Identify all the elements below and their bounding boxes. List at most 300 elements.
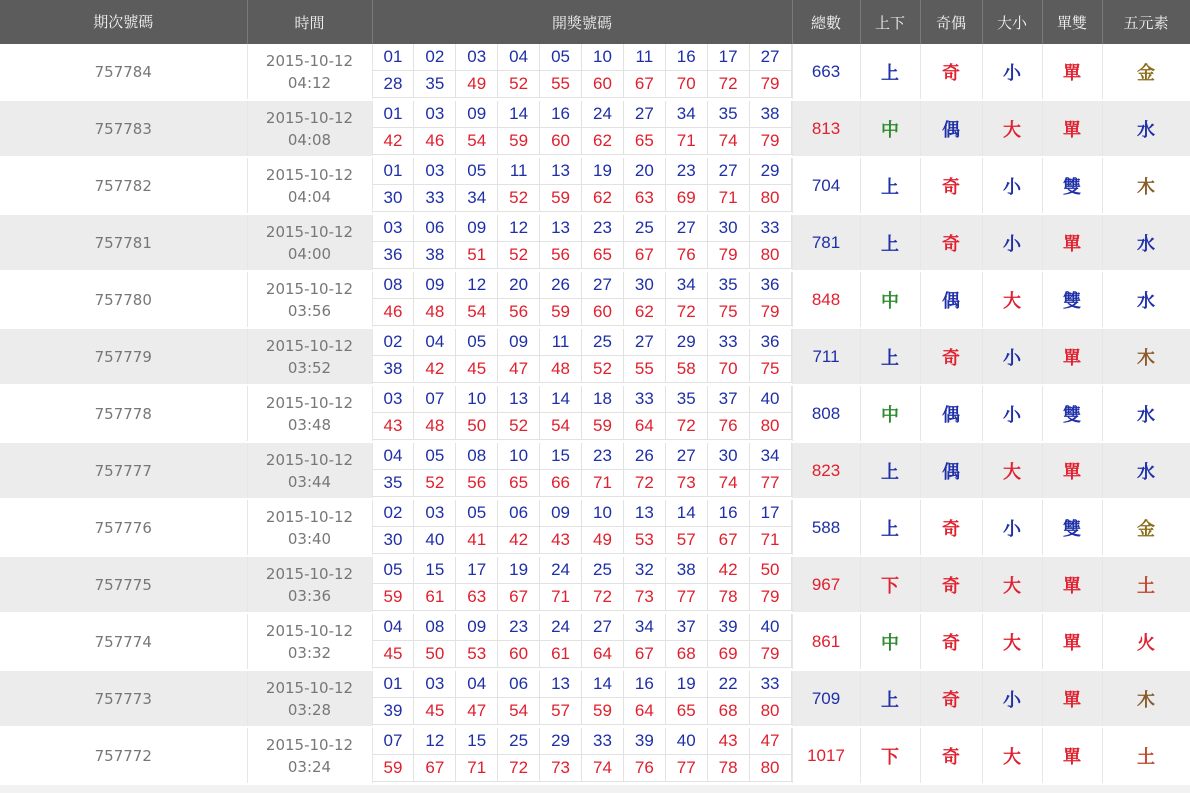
drawn-number: 11 [498, 158, 540, 185]
period-number: 757781 [0, 214, 247, 271]
drawn-number: 34 [456, 185, 498, 212]
drawn-number: 27 [582, 272, 624, 299]
drawn-number: 54 [540, 413, 582, 440]
drawn-number: 63 [624, 185, 666, 212]
oddeven-value: 奇 [920, 670, 982, 727]
drawn-number: 23 [498, 614, 540, 641]
element-value: 木 [1102, 328, 1190, 385]
draw-date: 2015-10-12 [265, 621, 354, 640]
drawn-number: 24 [540, 614, 582, 641]
oddeven-value: 奇 [920, 44, 982, 100]
singledouble-value: 單 [1042, 613, 1102, 670]
drawn-number: 05 [414, 443, 456, 470]
table-row [0, 556, 1190, 613]
drawn-number: 40 [414, 527, 456, 554]
drawn-number: 29 [666, 329, 708, 356]
bigsmall-value: 大 [982, 100, 1042, 157]
drawn-number: 12 [498, 215, 540, 242]
drawn-number: 07 [414, 386, 456, 413]
drawn-number: 27 [708, 158, 750, 185]
draw-clock: 03:56 [287, 301, 332, 320]
drawn-number: 67 [624, 641, 666, 668]
draw-clock: 03:44 [287, 472, 332, 491]
oddeven-value: 偶 [920, 442, 982, 499]
drawn-number: 79 [750, 71, 792, 98]
drawn-number: 79 [750, 128, 792, 155]
drawn-number: 11 [624, 44, 666, 71]
draw-time [247, 44, 372, 100]
drawn-number: 52 [498, 242, 540, 269]
drawn-number: 67 [498, 584, 540, 611]
draw-time [247, 157, 372, 214]
drawn-number: 01 [373, 44, 415, 71]
drawn-number: 47 [498, 356, 540, 383]
table-row [0, 157, 1190, 214]
drawn-number: 69 [708, 641, 750, 668]
drawn-number: 01 [373, 158, 415, 185]
drawn-number: 59 [582, 698, 624, 725]
drawn-number: 33 [582, 728, 624, 755]
draw-time [247, 100, 372, 157]
drawn-number: 38 [373, 356, 415, 383]
drawn-number: 78 [708, 584, 750, 611]
drawn-number: 74 [708, 470, 750, 497]
bigsmall-value: 小 [982, 385, 1042, 442]
drawn-number: 23 [666, 158, 708, 185]
singledouble-value: 單 [1042, 100, 1102, 157]
drawn-number: 34 [624, 614, 666, 641]
drawn-number: 08 [373, 272, 415, 299]
draw-date: 2015-10-12 [265, 336, 354, 355]
drawn-numbers [372, 214, 792, 271]
drawn-number: 71 [540, 584, 582, 611]
drawn-number: 59 [582, 413, 624, 440]
drawn-number: 03 [414, 500, 456, 527]
drawn-number: 04 [414, 329, 456, 356]
total-sum: 588 [792, 499, 860, 556]
drawn-number: 12 [456, 272, 498, 299]
drawn-number: 32 [624, 557, 666, 584]
drawn-number: 60 [540, 128, 582, 155]
table-row [0, 385, 1190, 442]
drawn-number: 04 [373, 614, 415, 641]
drawn-number: 34 [750, 443, 792, 470]
drawn-number: 09 [456, 614, 498, 641]
drawn-number: 51 [456, 242, 498, 269]
drawn-number: 38 [750, 101, 792, 128]
header-numbers: 開獎號碼 [372, 0, 792, 44]
draw-clock: 03:52 [287, 358, 332, 377]
drawn-number: 70 [666, 71, 708, 98]
drawn-number: 10 [498, 443, 540, 470]
drawn-number: 27 [582, 614, 624, 641]
drawn-number: 25 [582, 557, 624, 584]
drawn-number: 33 [708, 329, 750, 356]
updown-value: 上 [860, 670, 920, 727]
drawn-number: 27 [624, 101, 666, 128]
drawn-number: 13 [540, 158, 582, 185]
drawn-number: 09 [414, 272, 456, 299]
draw-time [247, 499, 372, 556]
drawn-number: 42 [373, 128, 415, 155]
drawn-number: 05 [456, 158, 498, 185]
singledouble-value: 雙 [1042, 385, 1102, 442]
singledouble-value: 單 [1042, 556, 1102, 613]
table-bottom-edge [0, 785, 1190, 793]
oddeven-value: 偶 [920, 271, 982, 328]
drawn-number: 47 [456, 698, 498, 725]
bigsmall-value: 小 [982, 157, 1042, 214]
drawn-number: 33 [624, 386, 666, 413]
drawn-number: 45 [414, 698, 456, 725]
drawn-number: 05 [456, 329, 498, 356]
draw-time [247, 670, 372, 727]
drawn-number: 71 [750, 527, 792, 554]
singledouble-value: 雙 [1042, 271, 1102, 328]
drawn-number: 05 [456, 500, 498, 527]
drawn-number: 36 [750, 272, 792, 299]
header-singledouble: 單雙 [1042, 0, 1102, 44]
drawn-number: 67 [414, 755, 456, 782]
updown-value: 上 [860, 44, 920, 100]
drawn-number: 14 [540, 386, 582, 413]
drawn-number: 25 [582, 329, 624, 356]
drawn-number: 59 [540, 299, 582, 326]
element-value: 木 [1102, 157, 1190, 214]
drawn-number: 52 [414, 470, 456, 497]
drawn-number: 66 [540, 470, 582, 497]
drawn-number: 53 [456, 641, 498, 668]
bigsmall-value: 大 [982, 271, 1042, 328]
drawn-numbers [372, 44, 792, 100]
draw-date: 2015-10-12 [265, 108, 354, 127]
bigsmall-value: 大 [982, 442, 1042, 499]
drawn-number: 15 [414, 557, 456, 584]
drawn-number: 54 [498, 698, 540, 725]
drawn-number: 59 [373, 755, 415, 782]
drawn-number: 09 [498, 329, 540, 356]
drawn-number: 23 [582, 443, 624, 470]
draw-clock: 03:40 [287, 529, 332, 548]
table-row [0, 328, 1190, 385]
period-number: 757776 [0, 499, 247, 556]
drawn-number: 03 [414, 101, 456, 128]
drawn-number: 60 [498, 641, 540, 668]
table-row [0, 44, 1190, 100]
drawn-number: 62 [582, 128, 624, 155]
bigsmall-value: 小 [982, 328, 1042, 385]
drawn-number: 14 [582, 671, 624, 698]
total-sum: 861 [792, 613, 860, 670]
bigsmall-value: 大 [982, 613, 1042, 670]
draw-time [247, 556, 372, 613]
element-value: 金 [1102, 44, 1190, 100]
drawn-number: 75 [708, 299, 750, 326]
element-value: 金 [1102, 499, 1190, 556]
drawn-number: 18 [582, 386, 624, 413]
draw-date: 2015-10-12 [265, 450, 354, 469]
drawn-number: 77 [666, 584, 708, 611]
drawn-number: 10 [456, 386, 498, 413]
drawn-number: 42 [414, 356, 456, 383]
oddeven-value: 奇 [920, 157, 982, 214]
drawn-number: 10 [582, 500, 624, 527]
drawn-number: 65 [666, 698, 708, 725]
drawn-number: 48 [414, 413, 456, 440]
singledouble-value: 單 [1042, 214, 1102, 271]
updown-value: 中 [860, 271, 920, 328]
drawn-number: 79 [750, 584, 792, 611]
drawn-number: 48 [414, 299, 456, 326]
drawn-number: 08 [414, 614, 456, 641]
drawn-numbers [372, 727, 792, 784]
drawn-number: 50 [456, 413, 498, 440]
drawn-number: 65 [582, 242, 624, 269]
element-value: 水 [1102, 271, 1190, 328]
drawn-number: 72 [708, 71, 750, 98]
drawn-number: 34 [666, 101, 708, 128]
updown-value: 中 [860, 385, 920, 442]
drawn-number: 56 [456, 470, 498, 497]
drawn-number: 79 [750, 299, 792, 326]
drawn-number: 14 [666, 500, 708, 527]
drawn-number: 61 [540, 641, 582, 668]
drawn-number: 52 [582, 356, 624, 383]
drawn-number: 62 [582, 185, 624, 212]
header-total: 總數 [792, 0, 860, 44]
drawn-number: 17 [750, 500, 792, 527]
drawn-number: 72 [498, 755, 540, 782]
drawn-number: 13 [540, 215, 582, 242]
drawn-number: 72 [582, 584, 624, 611]
drawn-number: 29 [750, 158, 792, 185]
drawn-number: 27 [666, 215, 708, 242]
drawn-number: 60 [582, 71, 624, 98]
drawn-number: 02 [373, 329, 415, 356]
drawn-number: 19 [498, 557, 540, 584]
drawn-number: 09 [456, 101, 498, 128]
oddeven-value: 奇 [920, 214, 982, 271]
element-value: 水 [1102, 442, 1190, 499]
drawn-number: 39 [624, 728, 666, 755]
draw-time [247, 442, 372, 499]
drawn-number: 77 [750, 470, 792, 497]
drawn-number: 24 [582, 101, 624, 128]
drawn-number: 20 [498, 272, 540, 299]
drawn-number: 02 [373, 500, 415, 527]
drawn-number: 01 [373, 101, 415, 128]
drawn-number: 26 [540, 272, 582, 299]
draw-clock: 04:12 [287, 73, 332, 92]
drawn-number: 40 [750, 386, 792, 413]
drawn-number: 40 [750, 614, 792, 641]
draw-date: 2015-10-12 [265, 222, 354, 241]
draw-date: 2015-10-12 [265, 507, 354, 526]
updown-value: 中 [860, 100, 920, 157]
singledouble-value: 單 [1042, 328, 1102, 385]
drawn-number: 76 [624, 755, 666, 782]
drawn-number: 33 [414, 185, 456, 212]
drawn-number: 35 [414, 71, 456, 98]
period-number: 757773 [0, 670, 247, 727]
bigsmall-value: 小 [982, 670, 1042, 727]
drawn-number: 05 [540, 44, 582, 71]
period-number: 757783 [0, 100, 247, 157]
draw-time [247, 328, 372, 385]
drawn-number: 52 [498, 71, 540, 98]
drawn-number: 72 [624, 470, 666, 497]
updown-value: 下 [860, 727, 920, 784]
drawn-number: 80 [750, 413, 792, 440]
drawn-number: 25 [624, 215, 666, 242]
drawn-number: 40 [666, 728, 708, 755]
drawn-number: 63 [456, 584, 498, 611]
drawn-number: 19 [582, 158, 624, 185]
drawn-number: 68 [666, 641, 708, 668]
drawn-number: 69 [666, 185, 708, 212]
drawn-number: 58 [666, 356, 708, 383]
drawn-number: 27 [624, 329, 666, 356]
total-sum: 813 [792, 100, 860, 157]
drawn-number: 03 [373, 386, 415, 413]
drawn-number: 50 [750, 557, 792, 584]
drawn-number: 39 [373, 698, 415, 725]
singledouble-value: 單 [1042, 44, 1102, 100]
draw-clock: 03:36 [287, 586, 332, 605]
drawn-number: 73 [624, 584, 666, 611]
drawn-number: 27 [666, 443, 708, 470]
singledouble-value: 單 [1042, 727, 1102, 784]
drawn-number: 17 [456, 557, 498, 584]
drawn-number: 16 [624, 671, 666, 698]
drawn-number: 14 [498, 101, 540, 128]
drawn-number: 03 [373, 215, 415, 242]
header-oddeven: 奇偶 [920, 0, 982, 44]
period-number: 757784 [0, 44, 247, 100]
drawn-number: 72 [666, 299, 708, 326]
drawn-numbers [372, 271, 792, 328]
drawn-number: 80 [750, 185, 792, 212]
drawn-number: 36 [750, 329, 792, 356]
drawn-number: 60 [582, 299, 624, 326]
drawn-number: 74 [582, 755, 624, 782]
drawn-number: 29 [540, 728, 582, 755]
drawn-numbers [372, 499, 792, 556]
drawn-number: 04 [498, 44, 540, 71]
drawn-number: 71 [456, 755, 498, 782]
drawn-number: 15 [456, 728, 498, 755]
drawn-number: 33 [750, 671, 792, 698]
drawn-number: 22 [708, 671, 750, 698]
bigsmall-value: 小 [982, 214, 1042, 271]
drawn-number: 04 [456, 671, 498, 698]
updown-value: 中 [860, 613, 920, 670]
drawn-number: 13 [498, 386, 540, 413]
drawn-number: 54 [456, 128, 498, 155]
table-body [0, 44, 1190, 784]
draw-time [247, 214, 372, 271]
drawn-number: 20 [624, 158, 666, 185]
draw-clock: 03:48 [287, 415, 332, 434]
total-sum: 709 [792, 670, 860, 727]
drawn-number: 09 [540, 500, 582, 527]
draw-date: 2015-10-12 [265, 678, 354, 697]
updown-value: 上 [860, 157, 920, 214]
drawn-number: 62 [624, 299, 666, 326]
drawn-number: 80 [750, 698, 792, 725]
draw-clock: 04:00 [287, 244, 332, 263]
drawn-numbers [372, 328, 792, 385]
drawn-number: 38 [414, 242, 456, 269]
total-sum: 823 [792, 442, 860, 499]
drawn-number: 06 [414, 215, 456, 242]
draw-time [247, 727, 372, 784]
drawn-number: 23 [582, 215, 624, 242]
table-row [0, 100, 1190, 157]
drawn-number: 71 [666, 128, 708, 155]
total-sum: 1017 [792, 727, 860, 784]
drawn-number: 45 [456, 356, 498, 383]
bigsmall-value: 大 [982, 556, 1042, 613]
drawn-number: 36 [373, 242, 415, 269]
drawn-numbers [372, 385, 792, 442]
drawn-number: 71 [582, 470, 624, 497]
total-sum: 781 [792, 214, 860, 271]
drawn-number: 49 [456, 71, 498, 98]
drawn-number: 55 [624, 356, 666, 383]
drawn-number: 24 [540, 557, 582, 584]
drawn-number: 19 [666, 671, 708, 698]
header-bigsmall: 大小 [982, 0, 1042, 44]
oddeven-value: 奇 [920, 328, 982, 385]
drawn-number: 75 [750, 356, 792, 383]
table-row [0, 670, 1190, 727]
drawn-number: 13 [540, 671, 582, 698]
element-value: 水 [1102, 385, 1190, 442]
drawn-number: 52 [498, 185, 540, 212]
draw-time [247, 385, 372, 442]
drawn-number: 57 [540, 698, 582, 725]
singledouble-value: 單 [1042, 670, 1102, 727]
total-sum: 848 [792, 271, 860, 328]
drawn-number: 67 [624, 242, 666, 269]
period-number: 757774 [0, 613, 247, 670]
drawn-number: 30 [708, 443, 750, 470]
drawn-number: 79 [708, 242, 750, 269]
drawn-number: 46 [414, 128, 456, 155]
period-number: 757779 [0, 328, 247, 385]
oddeven-value: 奇 [920, 727, 982, 784]
bigsmall-value: 小 [982, 499, 1042, 556]
drawn-number: 43 [540, 527, 582, 554]
oddeven-value: 偶 [920, 100, 982, 157]
drawn-number: 43 [373, 413, 415, 440]
drawn-number: 74 [708, 128, 750, 155]
total-sum: 967 [792, 556, 860, 613]
drawn-numbers [372, 442, 792, 499]
drawn-number: 77 [666, 755, 708, 782]
period-number: 757772 [0, 727, 247, 784]
drawn-number: 34 [666, 272, 708, 299]
drawn-number: 38 [666, 557, 708, 584]
drawn-number: 67 [708, 527, 750, 554]
element-value: 水 [1102, 100, 1190, 157]
drawn-number: 67 [624, 71, 666, 98]
table-row [0, 613, 1190, 670]
drawn-numbers [372, 157, 792, 214]
draw-time [247, 271, 372, 328]
draw-date: 2015-10-12 [265, 564, 354, 583]
